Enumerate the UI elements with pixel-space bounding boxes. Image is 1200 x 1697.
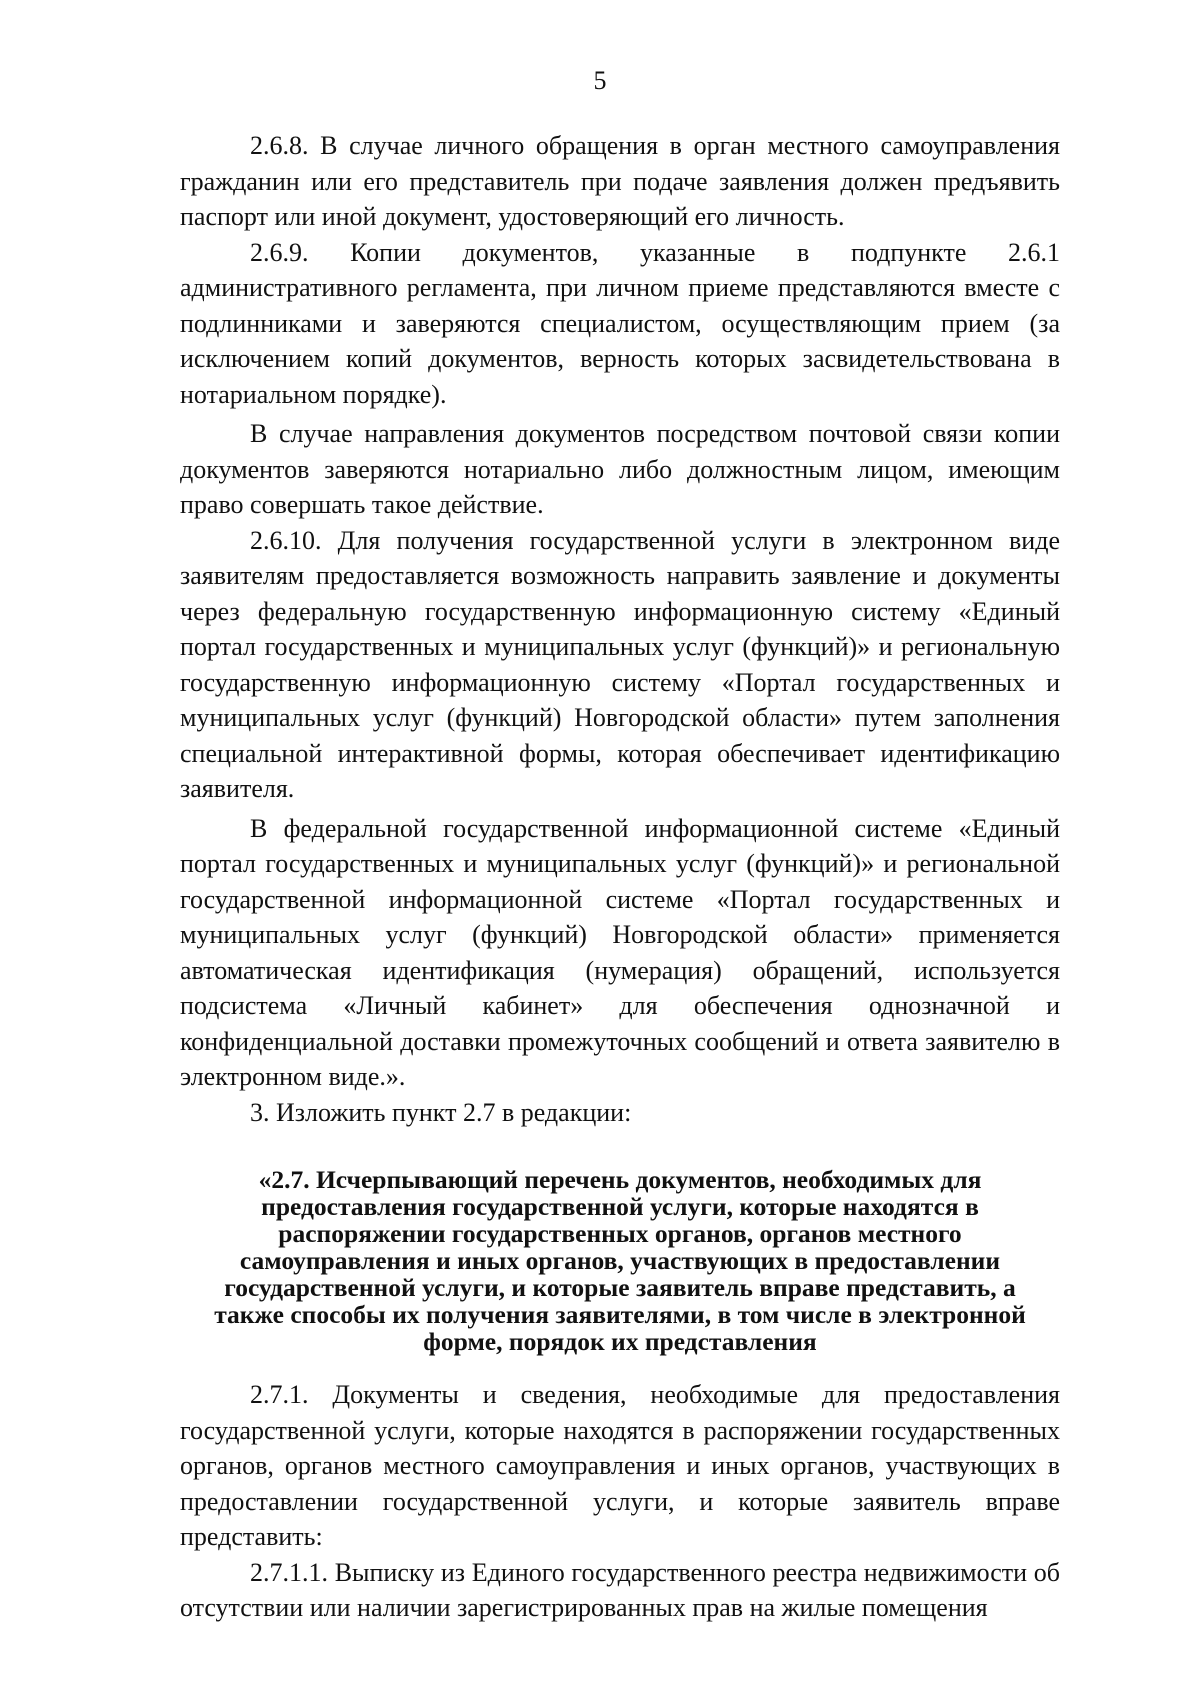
paragraph-2-6-8: 2.6.8. В случае личного обращения в орган местного самоуправления гражданин или его представитель при подаче заявления должен предъявить паспорт или иной документ, удостоверяющий его личность. <box>180 131 1060 231</box>
section-heading-2-7: «2.7. Исчерпывающий перечень документов, необходимых для предоставления государственной услуги, которые находятся в распоряжении государственных органов, органов местного самоуправления и иных органов, участвующих в предоставлении государственной услуги, и которые заявитель вправе представить, а также способы их получения заявителями, в том числе в электронной форме, порядок их представления <box>214 1165 1026 1356</box>
paragraph-2-7-1: 2.7.1. Документы и сведения, необходимые для предоставления государственной услуги, которые находятся в распоряжении государственных органов, органов местного самоуправления и иных органов, участвующих в предоставлении государственной услуги, и которые заявитель вправе представить: <box>180 1380 1060 1551</box>
paragraph-item-3: 3. Изложить пункт 2.7 в редакции: <box>250 1097 632 1127</box>
paragraph-mail-copies: В случае направления документов посредством почтовой связи копии документов заверяются нотариально либо должностным лицом, имеющим право совершать такое действие. <box>180 419 1060 519</box>
page-number: 5 <box>593 66 607 95</box>
paragraph-2-7-1-1: 2.7.1.1. Выписку из Единого государственного реестра недвижимости об отсутствии или наличии зарегистрированных прав на жилые помещения <box>180 1557 1060 1622</box>
paragraph-2-6-10: 2.6.10. Для получения государственной услуги в электронном виде заявителям предоставляется возможность направить заявление и документы через федеральную государственную информационную систему «Единый портал государственных и муниципальных услуг (функций)» и региональную государственную информационную систему «Портал государственных и муниципальных услуг (функций) Новгородской области» путем заполнения специальной интерактивной формы, которая обеспечивает идентификацию заявителя. <box>180 525 1060 803</box>
paragraph-federal-system: В федеральной государственной информационной системе «Единый портал государственных и муниципальных услуг (функций)» и региональной государственной информационной системе «Портал государственных и муниципальных услуг (функций) Новгородской области» применяется автоматическая идентификация (нумерация) обращений, используется подсистема «Личный кабинет» для обеспечения однозначной и конфиденциальной доставки промежуточных сообщений и ответа заявителю в электронном виде.». <box>180 813 1060 1091</box>
document-body <box>180 128 1060 1626</box>
paragraph-2-6-9: 2.6.9. Копии документов, указанные в подпункте 2.6.1 административного регламента, при личном приеме представляются вместе с подлинниками и заверяются специалистом, осуществляющим прием (за исключением копий документов, верность которых засвидетельствована в нотариальном порядке). <box>180 237 1060 409</box>
